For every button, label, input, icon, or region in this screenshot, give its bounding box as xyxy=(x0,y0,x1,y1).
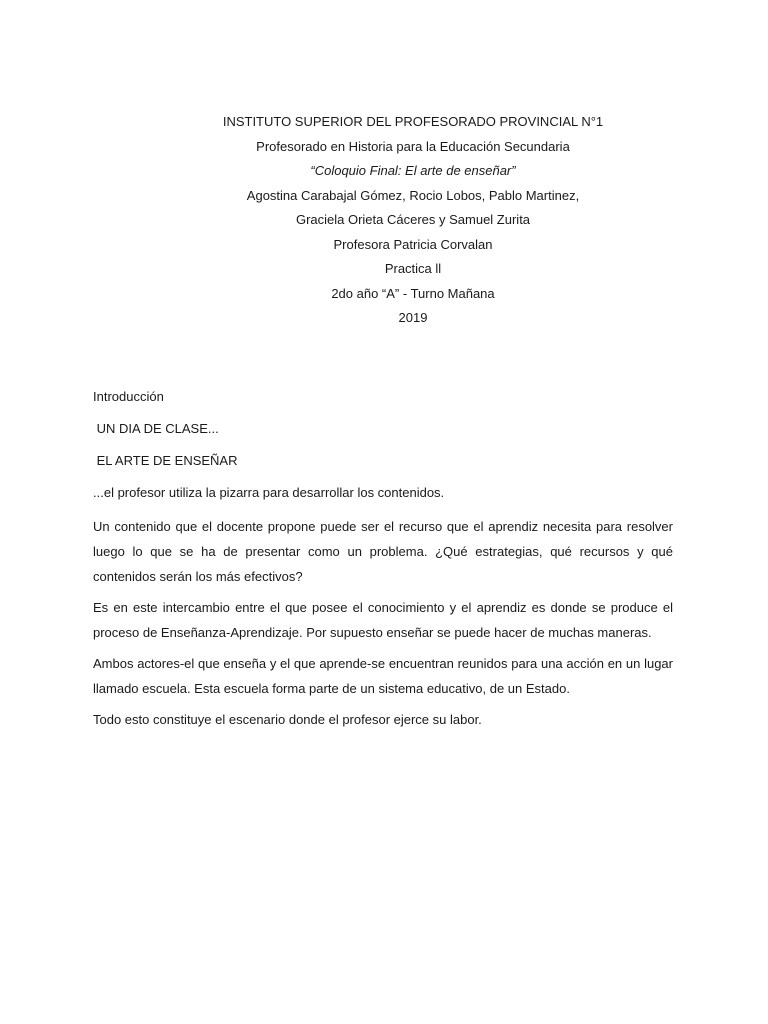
paragraph-4: Todo esto constituye el escenario donde el profesor ejerce su labor. xyxy=(93,712,482,727)
paragraph-3: Ambos actores-el que enseña y el que aprende-se encuentran reunidos para una acción en un lugar llamado escuela. Esta escuela forma parte de un sistema educativo, de un Estado. xyxy=(93,656,673,696)
professor-name: Profesora Patricia Corvalan xyxy=(333,236,493,252)
program-name: Profesorado en Historia para la Educación Secundaria xyxy=(256,138,570,154)
subheading-un-dia-de-clase: UN DIA DE CLASE... xyxy=(93,421,219,436)
institute-name: INSTITUTO SUPERIOR DEL PROFESORADO PROVINCIAL N°1 xyxy=(222,114,604,129)
paragraph-2: Es en este intercambio entre el que posee el conocimiento y el aprendiz es donde se produce el proceso de Enseñanza-Aprendizaje. Por supuesto enseñar se puede hacer de muchas maneras. xyxy=(93,600,673,640)
subject-name: Practica ll xyxy=(384,261,442,276)
intro-line: ...el profesor utiliza la pizarra para desarrollar los contenidos. xyxy=(93,485,445,500)
paragraph-1: Un contenido que el docente propone puede ser el recurso que el aprendiz necesita para resolver luego lo que se ha de presentar como un problema. ¿Qué estrategias, qué recursos y qué contenidos serán los más efectivos? xyxy=(93,519,673,584)
document-body xyxy=(93,386,673,738)
authors-line-2: Graciela Orieta Cáceres y Samuel Zurita xyxy=(295,212,531,227)
title-block xyxy=(0,110,768,331)
subheading-el-arte-de-ensenar: EL ARTE DE ENSEÑAR xyxy=(93,453,238,468)
year: 2019 xyxy=(398,310,428,325)
section-heading-introduction: Introducción xyxy=(93,389,164,404)
document-title: “Coloquio Final: El arte de enseñar” xyxy=(310,163,516,178)
authors-line-1: Agostina Carabajal Gómez, Rocio Lobos, Pablo Martinez, xyxy=(246,187,580,203)
course-info: 2do año “A” - Turno Mañana xyxy=(331,285,495,301)
